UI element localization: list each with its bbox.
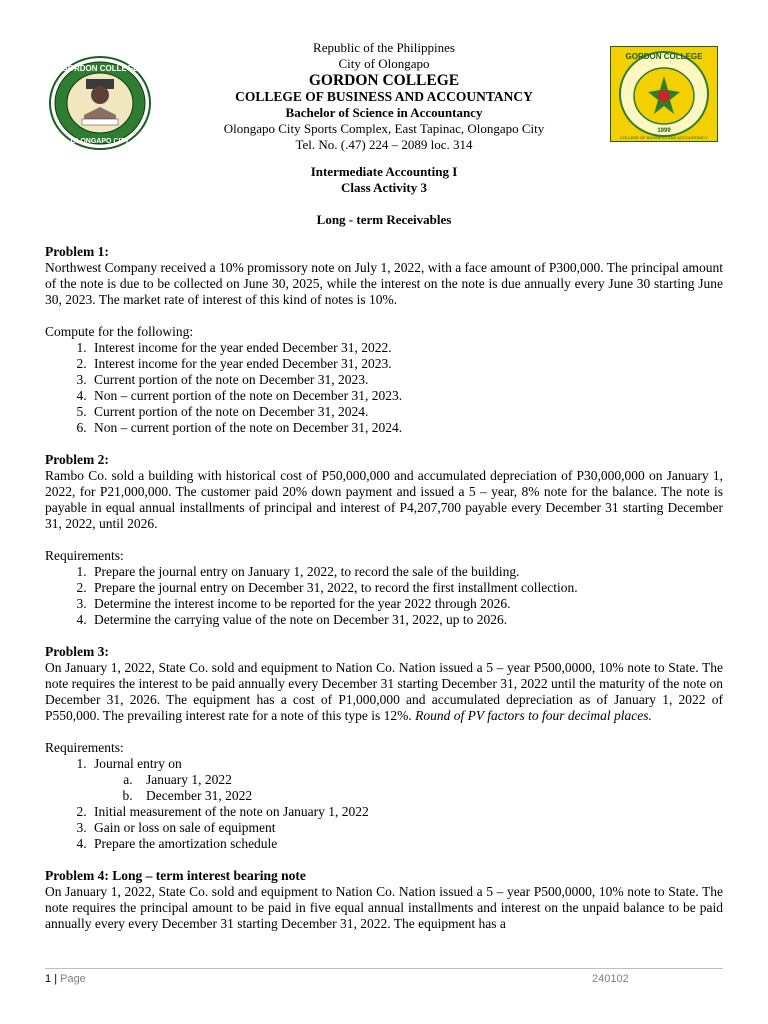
list-item: 5. Current portion of the note on December 31, 2024.: [90, 404, 723, 420]
problem-3-sublist: [94, 772, 723, 804]
problem-2-text: Rambo Co. sold a building with historical cost of P50,000,000 and accumulated depreciation of P30,000,000 on January 1, 2022, for P21,000,000. The customer paid 20% down payment and issued a 5 – year, 8% note for the balance. The note is payable in equal annual installments of principal and interest of P4,207,700 payable every December 31 starting December 31, 2022, until 2026.: [45, 468, 723, 531]
problem-3-intro: Requirements:: [45, 740, 124, 755]
document-titles: [0, 164, 768, 228]
problem-3-list: [45, 756, 723, 852]
footer-page-indicator: [45, 973, 86, 985]
list-item: 3. Current portion of the note on December 31, 2023.: [90, 372, 723, 388]
right-logo-bottom-text: COLLEGE OF BUSINESS AND ACCOUNTANCY: [620, 135, 708, 140]
problem-1-intro: Compute for the following:: [45, 324, 194, 339]
list-item: 3. Gain or loss on sale of equipment: [90, 820, 723, 836]
list-item: 2. Prepare the journal entry on December 31, 2022, to record the first installment collection.: [90, 580, 723, 596]
list-item: [90, 756, 723, 804]
list-item: 1. Prepare the journal entry on January 1, 2022, to record the sale of the building.: [90, 564, 723, 580]
list-item: 4. Prepare the amortization schedule: [90, 836, 723, 852]
department-name: COLLEGE OF BUSINESS AND ACCOUNTANCY: [235, 89, 533, 104]
right-logo-year: 1999: [657, 128, 671, 134]
problem-3-rounding-note: Round of PV factors to four decimal places.: [415, 708, 652, 723]
sub-list-item: a. January 1, 2022: [136, 772, 723, 788]
footer-code: 240102: [592, 973, 629, 985]
telephone-line: Tel. No. (.47) 224 – 2089 loc. 314: [295, 137, 473, 152]
problem-2-intro: Requirements:: [45, 548, 124, 563]
page-footer: [45, 968, 723, 985]
problem-3-title: Problem 3:: [45, 644, 109, 659]
problem-3-body: On January 1, 2022, State Co. sold and equipment to Nation Co. Nation issued a 5 – year P500,0000, 10% note to State. The note requires the interest to be paid annually every December 31 starting December 31, 2022 until the maturity of the note on December 31, 2026. The equipment has a cost of P1,000,000 and accumulated depreciation as of January 1, 2022 of P550,000. The prevailing interest rate for a note of this type is 12%.: [45, 660, 723, 723]
problem-1-title: Problem 1:: [45, 244, 109, 259]
problem-2-list: [45, 564, 723, 628]
problem-2-title: Problem 2:: [45, 452, 109, 467]
address-line: Olongapo City Sports Complex, East Tapinac, Olongapo City: [223, 121, 545, 136]
page-label: Page: [60, 973, 86, 985]
right-logo-top-text: GORDON COLLEGE: [625, 52, 703, 61]
page-separator: |: [54, 973, 58, 985]
sub-list-item: b. December 31, 2022: [136, 788, 723, 804]
course-title: Intermediate Accounting I: [310, 164, 458, 179]
city-line: City of Olongapo: [338, 56, 430, 71]
problem-1-text: Northwest Company received a 10% promissory note on July 1, 2022, with a face amount of P300,000. The principal amount of the note is due to be collected on June 30, 2025, while the interest on the note is due annually every June 30 starting June 30, 2023. The market rate of interest of this kind of notes is 10%.: [45, 260, 723, 307]
topic-title: Long - term Receivables: [316, 212, 452, 227]
problem-1-list: [45, 340, 723, 436]
problem-4-title: Problem 4: Long – term interest bearing note: [45, 868, 306, 883]
list-item: 1. Interest income for the year ended December 31, 2022.: [90, 340, 723, 356]
list-item: 2. Initial measurement of the note on January 1, 2022: [90, 804, 723, 820]
republic-line: Republic of the Philippines: [313, 40, 455, 55]
list-item: 4. Determine the carrying value of the note on December 31, 2022, up to 2026.: [90, 612, 723, 628]
left-seal-top-text: GORDON COLLEGE: [61, 64, 139, 73]
letterhead: [0, 40, 768, 153]
problem-4-text: On January 1, 2022, State Co. sold and equipment to Nation Co. Nation issued a 5 – year P500,0000, 10% note to State. The note requires the principal amount to be paid in five equal annual installments and interest on the unpaid balance to be paid annually every every December 31 starting December 31, 2022. The equipment has a: [45, 884, 723, 931]
program-name: Bachelor of Science in Accountancy: [285, 105, 483, 120]
list-item-text: Journal entry on: [94, 756, 182, 771]
list-item: 4. Non – current portion of the note on December 31, 2023.: [90, 388, 723, 404]
problem-3-text: [45, 660, 723, 724]
activity-title: Class Activity 3: [341, 180, 427, 195]
page-number: 1: [45, 973, 52, 985]
document-body: [45, 244, 723, 932]
list-item: 6. Non – current portion of the note on December 31, 2024.: [90, 420, 723, 436]
list-item: 3. Determine the interest income to be reported for the year 2022 through 2026.: [90, 596, 723, 612]
college-name: GORDON COLLEGE: [308, 72, 460, 89]
list-item: 2. Interest income for the year ended December 31, 2023.: [90, 356, 723, 372]
left-seal-bottom-text: OLONGAPO CITY: [70, 138, 130, 145]
